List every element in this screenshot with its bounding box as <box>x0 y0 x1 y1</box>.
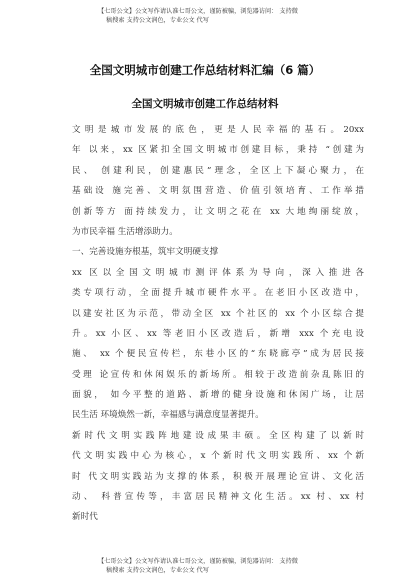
body-line: 施、 xx 个便民宣传栏，东巷小区的“东晓廊亭”成为居民接 <box>72 349 364 360</box>
body-line: 民、 创建利民，创建惠民”理念，全区上下凝心聚力，在 <box>72 165 364 176</box>
header-banner <box>98 8 398 25</box>
body-line: 类专项行动，全面提升城市硬件水平。在老旧小区改造中， <box>72 288 364 299</box>
header-banner-line-2: 稿搜索 支持公文润色，专业公文 代写 <box>106 16 209 24</box>
body-line: 文明是城市发展的底色，更是人民幸福的基石。20xx <box>72 125 364 135</box>
body-line: xx 区以全国文明城市测评体系为导向，深入推进各 <box>72 267 364 278</box>
footer-banner <box>98 558 398 575</box>
body-line: 年 以来，xx 区紧扣全国文明城市创建目标，秉持 “创建为 <box>72 145 364 156</box>
footer-banner-line-2: 稿搜索 支持公文润色，专业公文 代写 <box>106 566 209 574</box>
body-line: 升。xx 小区、xx 等老旧小区改造后，新增 xxx 个充电设 <box>72 328 364 339</box>
body-line: 受理 论宣传和休闲娱乐的新场所。相较于改造前杂乱陈旧的 <box>72 369 364 380</box>
body-line: 面貌， 如今平整的道路、新增的健身设施和休闲广场，让居 <box>72 390 364 401</box>
header-banner-line-1: 【七哥公文】公文写作请认准七哥公文，谨防被骗，浏览器访问： 支持微 <box>98 8 298 15</box>
footer-banner-line-1: 【七哥公文】公文写作请认准七哥公文，谨防被骗，浏览器访问： 支持微 <box>98 558 298 565</box>
body-line: 以建安社区为示范，带动全区 xx 个社区的 xx 个小区综合提 <box>72 308 364 319</box>
body-line: 创新等方 面持续发力，让文明之花在 xx 大地绚丽绽放， <box>72 206 364 217</box>
body-line: 时 代文明实践站为支撑的体系，积极开展理论宣讲、文化活 <box>72 471 364 482</box>
body-line: 为市民幸福 生活增添助力。 <box>72 226 178 237</box>
section-title: 全国文明城市创建工作总结材料 <box>131 98 279 110</box>
document-title: 全国文明城市创建工作总结材料汇编（6 篇） <box>89 63 321 77</box>
body-line: 基础设 施完善、文明氛围营造、价值引领培育、工作举措 <box>72 186 364 197</box>
body-line: 一、完善设施夯根基，筑牢文明硬支撑 <box>72 247 219 258</box>
body-line: 新时代文明实践阵地建设成果丰硕。全区构建了以新时 <box>72 430 364 441</box>
body-line: 动、 科普宣传等，丰富居民精神文化生活。xx 村、xx 村 <box>72 492 364 503</box>
document-body <box>72 120 364 528</box>
body-line: 新时代 <box>72 512 98 523</box>
body-line: 民生活 环境焕然一新，幸福感与满意度显著提升。 <box>72 410 264 421</box>
body-line: 代文明实践中心为核心，x 个新时代文明实践所、xx 个新 <box>72 451 364 462</box>
